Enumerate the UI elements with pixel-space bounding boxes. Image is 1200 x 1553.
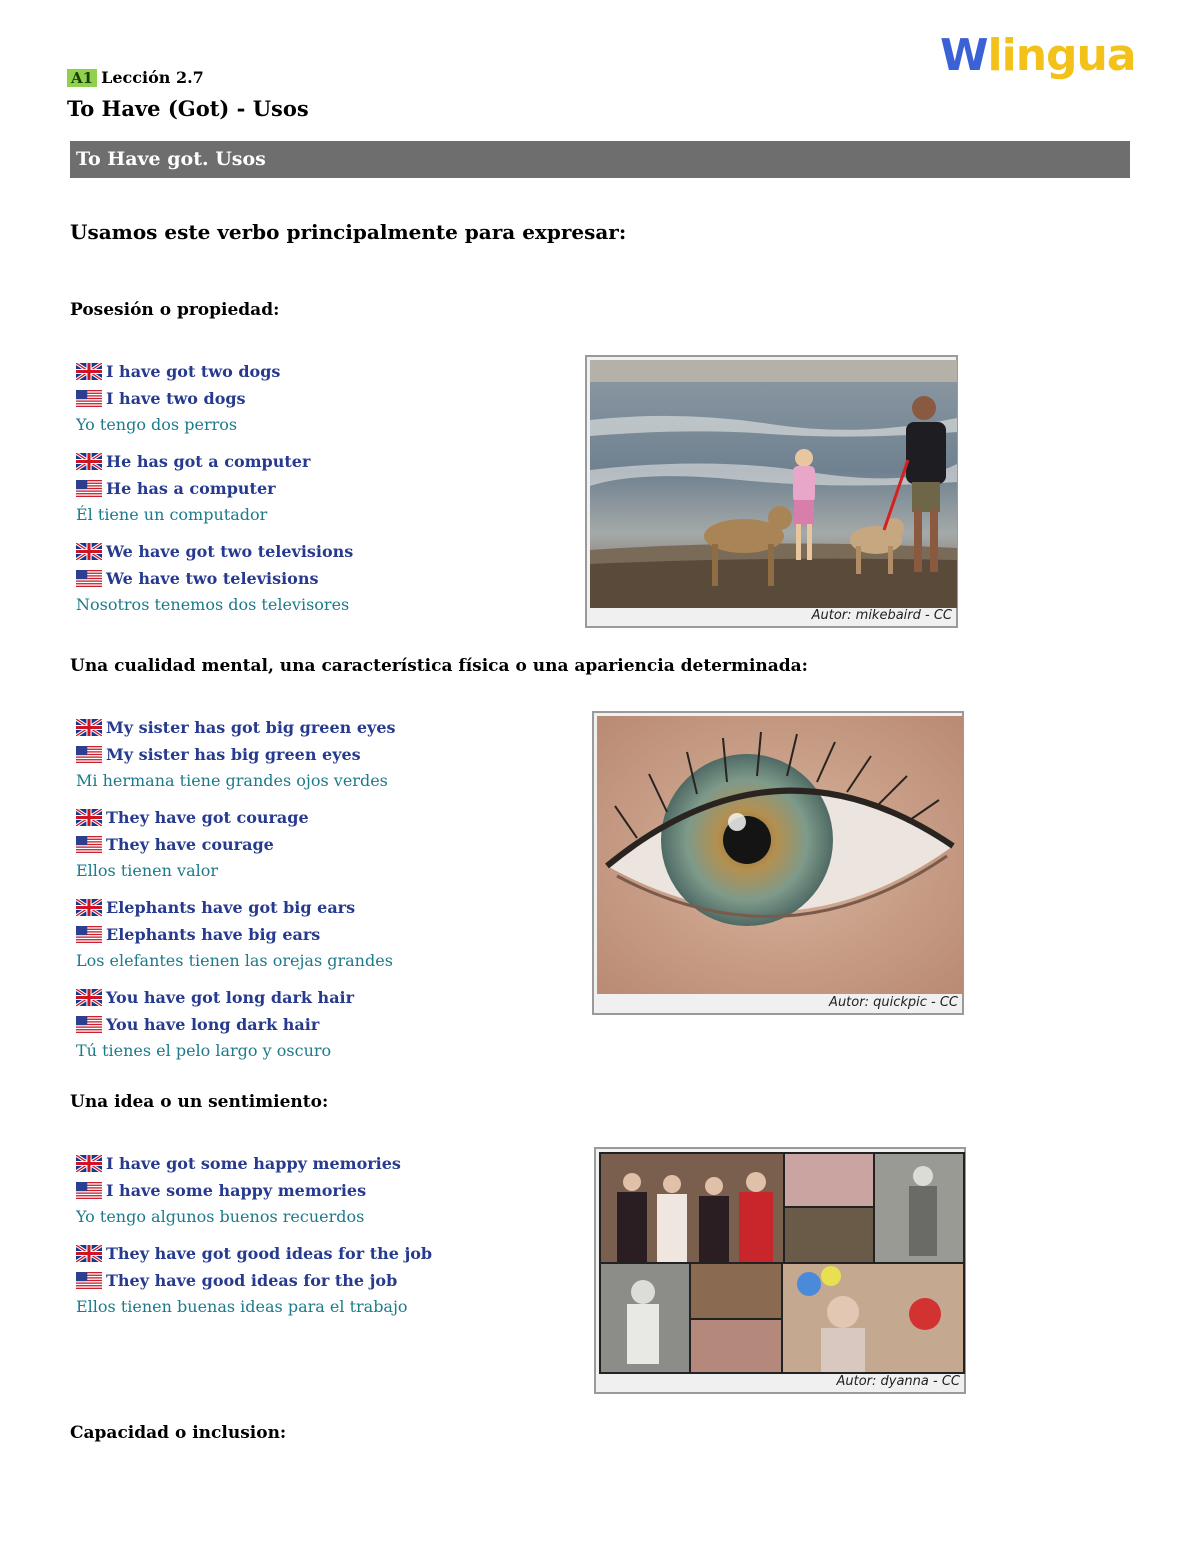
us-flag-icon [76, 1016, 102, 1033]
example-uk-text: My sister has got big green eyes [106, 718, 396, 737]
uk-flag-icon [76, 363, 102, 380]
examples-possession [76, 358, 556, 628]
example-uk [76, 894, 556, 921]
family-collage-image [599, 1152, 965, 1374]
logo-w: W [940, 30, 988, 81]
photo-credit: Autor: quickpic - CC [829, 995, 958, 1010]
example-group [76, 358, 556, 438]
lesson-label [67, 68, 204, 87]
example-us [76, 1267, 556, 1294]
example-group [76, 714, 556, 794]
example-uk [76, 448, 556, 475]
example-uk-text: He has got a computer [106, 452, 311, 471]
uk-flag-icon [76, 719, 102, 736]
example-us [76, 1177, 556, 1204]
example-translation: Los elefantes tienen las orejas grandes [76, 951, 393, 970]
us-flag-icon [76, 480, 102, 497]
example-uk-text: They have got courage [106, 808, 309, 827]
example-group [76, 894, 556, 974]
example-uk-text: I have got two dogs [106, 362, 281, 381]
example-translation: Mi hermana tiene grandes ojos verdes [76, 771, 388, 790]
us-flag-icon [76, 836, 102, 853]
uk-flag-icon [76, 1155, 102, 1172]
beach-dogs-image [590, 360, 957, 608]
example-uk [76, 804, 556, 831]
us-flag-icon [76, 390, 102, 407]
intro-heading: Usamos este verbo principalmente para expresar: [70, 220, 627, 244]
photo-credit: Autor: dyanna - CC [836, 1374, 960, 1389]
example-group [76, 448, 556, 528]
section-heading-possession: Posesión o propiedad: [70, 300, 280, 320]
eye-photo [592, 711, 964, 1015]
example-group [76, 1150, 556, 1230]
family-collage-photo [594, 1147, 966, 1394]
example-group [76, 538, 556, 618]
example-uk [76, 1240, 556, 1267]
example-uk-text: I have got some happy memories [106, 1154, 401, 1173]
uk-flag-icon [76, 453, 102, 470]
section-heading-capacity: Capacidad o inclusion: [70, 1423, 287, 1443]
level-badge: A1 [67, 69, 97, 87]
example-us [76, 921, 556, 948]
example-us [76, 831, 556, 858]
us-flag-icon [76, 926, 102, 943]
section-heading-quality: Una cualidad mental, una característica física o una apariencia determinada: [70, 656, 808, 676]
uk-flag-icon [76, 989, 102, 1006]
page-title: To Have (Got) - Usos [67, 96, 309, 121]
us-flag-icon [76, 1182, 102, 1199]
example-us [76, 475, 556, 502]
example-translation: Yo tengo algunos buenos recuerdos [76, 1207, 365, 1226]
wlingua-logo [940, 30, 1135, 82]
uk-flag-icon [76, 899, 102, 916]
example-us-text: I have two dogs [106, 389, 246, 408]
example-uk-text: They have got good ideas for the job [106, 1244, 433, 1263]
example-uk-text: Elephants have got big ears [106, 898, 356, 917]
section-heading-idea: Una idea o un sentimiento: [70, 1092, 329, 1112]
example-us-text: They have good ideas for the job [106, 1271, 398, 1290]
example-translation: Yo tengo dos perros [76, 415, 238, 434]
example-us [76, 385, 556, 412]
example-uk [76, 1150, 556, 1177]
example-group [76, 1240, 556, 1320]
example-translation: Ellos tienen valor [76, 861, 218, 880]
uk-flag-icon [76, 809, 102, 826]
example-us [76, 565, 556, 592]
example-uk [76, 984, 556, 1011]
example-group [76, 984, 556, 1064]
beach-dogs-photo [585, 355, 958, 628]
example-us-text: I have some happy memories [106, 1181, 367, 1200]
lesson-number: Lección 2.7 [101, 68, 204, 87]
example-translation: Tú tienes el pelo largo y oscuro [76, 1041, 332, 1060]
example-us-text: Elephants have big ears [106, 925, 321, 944]
example-translation: Nosotros tenemos dos televisores [76, 595, 350, 614]
example-uk-text: You have got long dark hair [106, 988, 355, 1007]
us-flag-icon [76, 1272, 102, 1289]
example-us-text: He has a computer [106, 479, 276, 498]
example-us-text: My sister has big green eyes [106, 745, 361, 764]
example-uk [76, 358, 556, 385]
example-us [76, 741, 556, 768]
example-translation: Él tiene un computador [76, 505, 268, 524]
examples-quality [76, 714, 556, 1074]
example-group [76, 804, 556, 884]
example-us [76, 1011, 556, 1038]
example-us-text: We have two televisions [106, 569, 319, 588]
photo-credit: Autor: mikebaird - CC [811, 608, 952, 623]
us-flag-icon [76, 570, 102, 587]
examples-idea [76, 1150, 556, 1330]
example-uk-text: We have got two televisions [106, 542, 354, 561]
example-translation: Ellos tienen buenas ideas para el trabajo [76, 1297, 408, 1316]
example-us-text: You have long dark hair [106, 1015, 320, 1034]
uk-flag-icon [76, 543, 102, 560]
logo-rest: lingua [987, 30, 1136, 81]
eye-image [597, 716, 963, 994]
example-us-text: They have courage [106, 835, 274, 854]
us-flag-icon [76, 746, 102, 763]
example-uk [76, 714, 556, 741]
section-bar: To Have got. Usos [70, 141, 1130, 178]
example-uk [76, 538, 556, 565]
uk-flag-icon [76, 1245, 102, 1262]
